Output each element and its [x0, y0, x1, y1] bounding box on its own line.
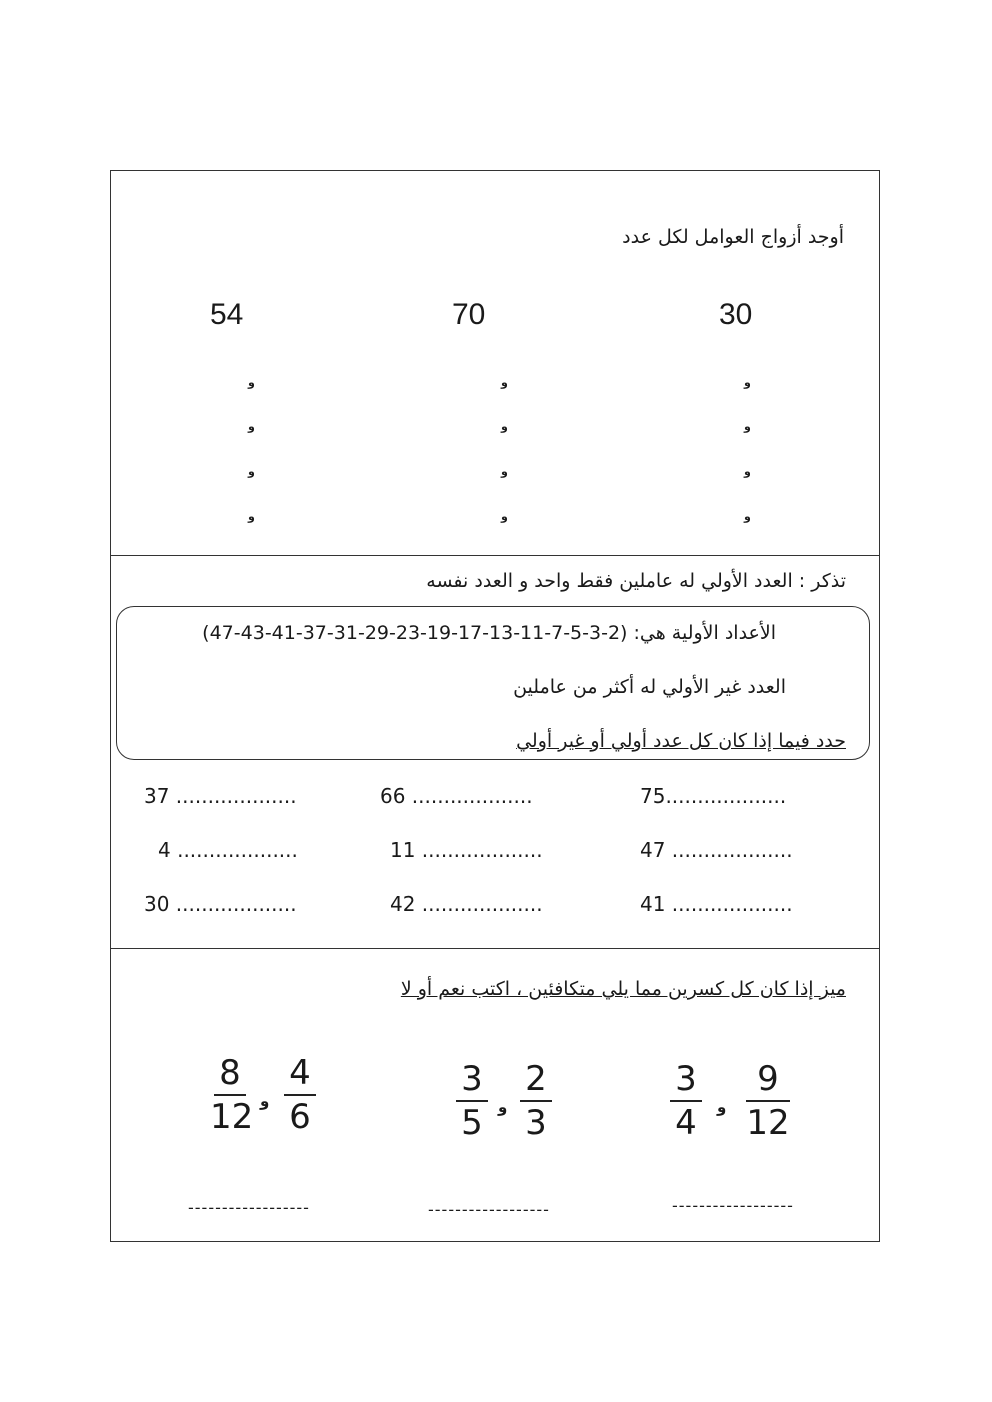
- factor-pair-joiner: و: [501, 465, 508, 478]
- prime-item-41: 41 ...................: [640, 892, 793, 916]
- factor-pair-joiner: و: [248, 376, 255, 389]
- fraction-8-12: [210, 1053, 254, 1137]
- numerator: 4: [289, 1053, 311, 1093]
- factor-pair-joiner: و: [248, 420, 255, 433]
- numerator: 9: [757, 1059, 779, 1099]
- section-divider: [110, 948, 880, 949]
- numerator: 3: [675, 1059, 697, 1099]
- factor-pair-joiner: و: [501, 420, 508, 433]
- prime-item-75: 75...................: [640, 784, 787, 808]
- numerator: 8: [219, 1053, 241, 1093]
- fraction-task-instruction: ميز إذا كان كل كسرين مما يلي متكافئين ، اكتب نعم أو لا: [400, 978, 846, 1000]
- factor-pair-joiner: و: [501, 510, 508, 523]
- section-divider: [110, 555, 880, 556]
- fraction-bar: [284, 1094, 316, 1096]
- section1-instruction: أوجد أزواج العوامل لكل عدد: [622, 226, 844, 248]
- fraction-joiner: و: [717, 1098, 727, 1116]
- factor-pair-joiner: و: [248, 465, 255, 478]
- prime-task-instruction: حدد فيما إذا كان كل عدد أولي أو غير أولي: [516, 730, 846, 752]
- fraction-bar: [214, 1094, 246, 1096]
- factor-pair-joiner: و: [501, 376, 508, 389]
- fraction-3-4: [666, 1060, 706, 1142]
- primes-list: الأعداد الأولية هي: (2-3-5-7-11-13-17-19-23-29-31-37-41-43-47): [202, 622, 776, 644]
- denominator: 12: [746, 1103, 790, 1143]
- prime-item-30: 30 ...................: [144, 892, 297, 916]
- fraction-bar: [670, 1100, 702, 1102]
- factor-pair-joiner: و: [744, 510, 751, 523]
- fraction-3-5: [452, 1060, 492, 1142]
- factor-pair-joiner: و: [744, 420, 751, 433]
- prime-item-37: 37 ...................: [144, 784, 297, 808]
- fraction-bar: [746, 1100, 790, 1102]
- fraction-bar: [520, 1100, 552, 1102]
- denominator: 3: [525, 1103, 547, 1143]
- number-54: 54: [210, 298, 244, 331]
- composite-definition: العدد غير الأولي له أكثر من عاملين: [513, 676, 786, 698]
- fraction-joiner: و: [260, 1092, 270, 1110]
- prime-item-47: 47 ...................: [640, 838, 793, 862]
- fraction-bar: [456, 1100, 488, 1102]
- answer-line[interactable]: ------------------: [428, 1200, 550, 1219]
- denominator: 5: [461, 1103, 483, 1143]
- prime-item-42: 42 ...................: [390, 892, 543, 916]
- factor-pair-joiner: و: [744, 465, 751, 478]
- fraction-joiner: و: [498, 1098, 508, 1116]
- denominator: 6: [289, 1097, 311, 1137]
- number-30: 30: [719, 298, 753, 331]
- fraction-2-3: [516, 1060, 556, 1142]
- factor-pair-joiner: و: [744, 376, 751, 389]
- answer-line[interactable]: ------------------: [188, 1198, 310, 1217]
- prime-item-11: 11 ...................: [390, 838, 543, 862]
- numerator: 2: [525, 1059, 547, 1099]
- prime-reminder: تذكر : العدد الأولي له عاملين فقط واحد و العدد نفسه: [426, 570, 846, 592]
- prime-item-66: 66 ...................: [380, 784, 533, 808]
- answer-line[interactable]: ------------------: [672, 1196, 794, 1215]
- denominator: 12: [210, 1097, 254, 1137]
- prime-item-4: 4 ...................: [158, 838, 298, 862]
- number-70: 70: [452, 298, 486, 331]
- factor-pair-joiner: و: [248, 510, 255, 523]
- denominator: 4: [675, 1103, 697, 1143]
- fraction-9-12: [742, 1060, 794, 1142]
- fraction-4-6: [280, 1054, 320, 1136]
- numerator: 3: [461, 1059, 483, 1099]
